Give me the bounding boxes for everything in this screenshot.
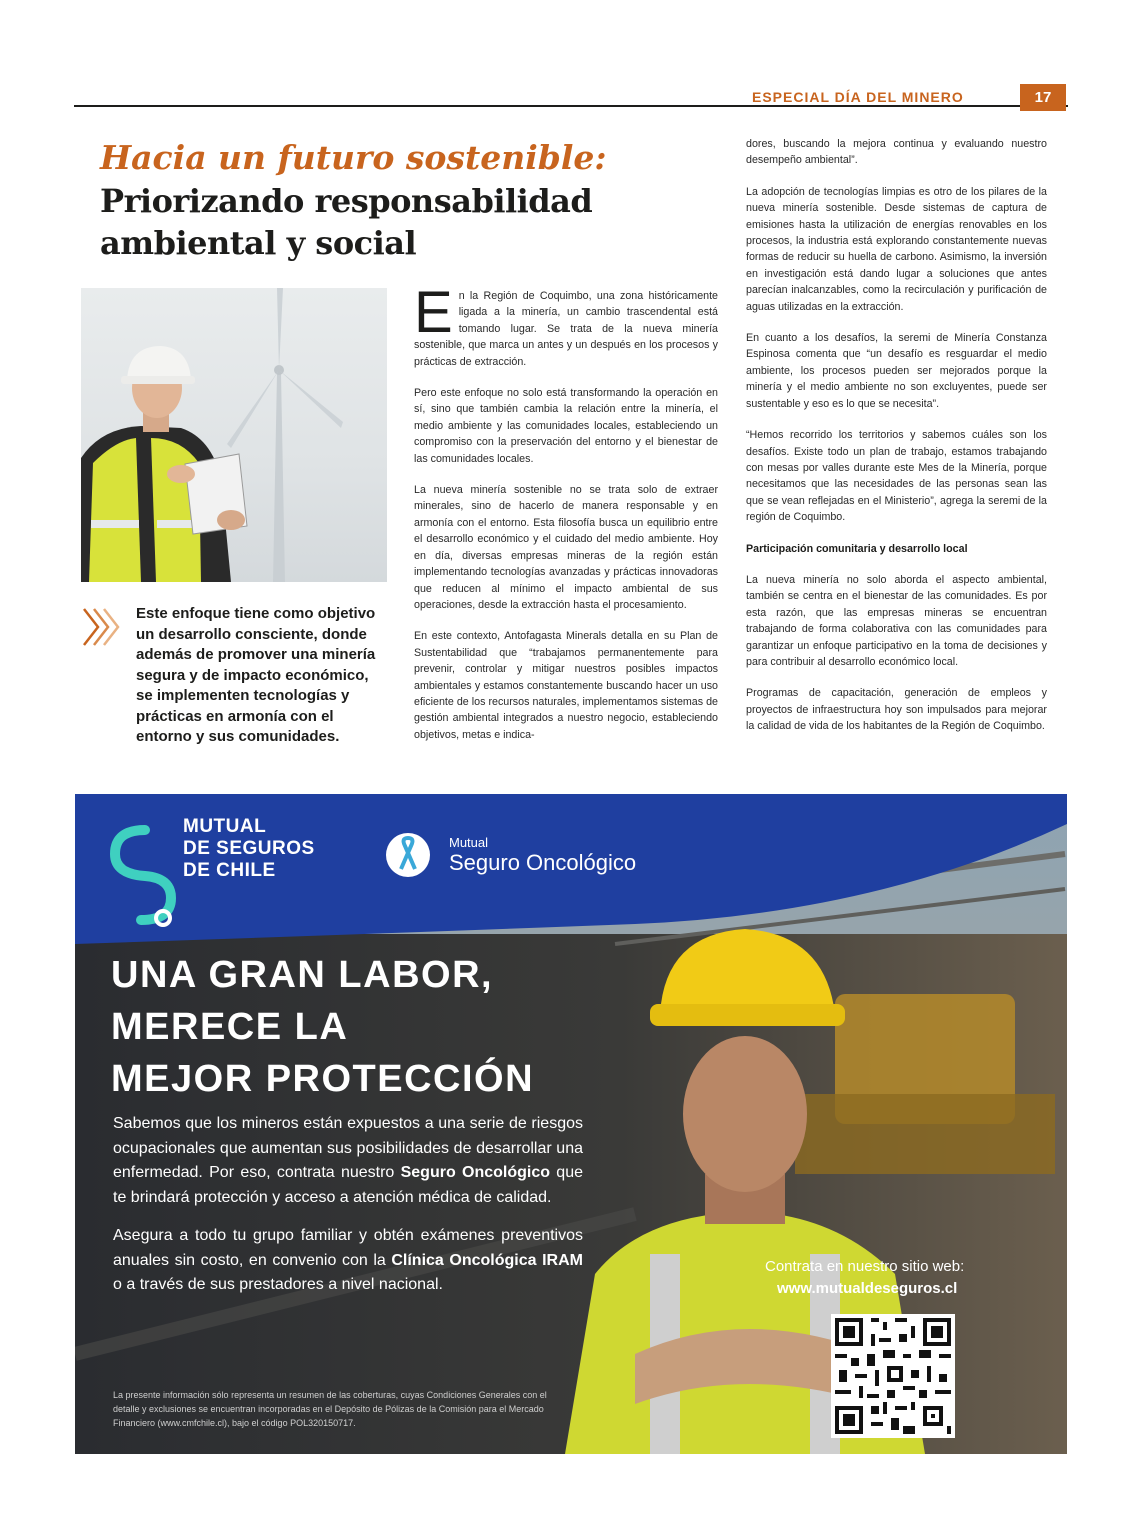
ad-web-url[interactable]: www.mutualdeseguros.cl	[777, 1280, 958, 1297]
paragraph: Programas de capacitación, generación de empleos y proyectos de infraestructura hoy son impulsados para mejorar la calidad de vida de los habitantes de la Región de Coquimbo.	[746, 687, 1047, 733]
ad-brand-name	[183, 816, 315, 882]
ad-product-name: Seguro Oncológico	[449, 850, 637, 875]
brand-line: MUTUAL	[183, 816, 267, 837]
paragraph: Pero este enfoque no solo está transformando la operación en sí, sino que también cambia la relación entre la minería, el medio ambiente y las comunidades locales, estableciendo un compromiso con la preservación del entorno y el bienestar de las comunidades locales.	[414, 387, 718, 465]
paragraph: La nueva minería no solo aborda el aspecto ambiental, también se centra en el bienestar de las comunidades. Es por esta razón, que las empresas mineras se encuentran trabajando de forma colaborativa con las comunidades para garantizar un enfoque participativo en la toma de decisiones y para contribuir al desarrollo económico local.	[746, 573, 1047, 668]
brand-line: DE SEGUROS	[183, 838, 315, 859]
brand-line: DE CHILE	[183, 860, 276, 881]
paragraph: En este contexto, Antofagasta Minerals detalla en su Plan de Sustentabilidad que “trabajamos permanentemente para prevenir, controlar y mitigar nuestros posibles impactos ambientales y estamos constantemente buscando hacer un uso eficiente de los recursos naturales, implementamos sistemas de gestión ambiental integrados a nuestro negocio, estableciendo objetivos, metas e indica-	[414, 630, 718, 741]
article-column-1	[414, 280, 718, 758]
ad-legal-text: La presente información sólo representa un resumen de las coberturas, cuyas Condiciones Generales con el detalle y exclusiones se encuentran incorporadas en el Depósito de Pólizas de la Comisión para el Mercado Financiero (www.cmfchile.cl), bajo el código POL320150717.	[113, 1390, 547, 1428]
ad-paragraph: Sabemos que los mineros están expuestos a una serie de riesgos ocupacionales que aumentan sus posibilidades de desarrollar una enfermedad. Por eso, contrata nuestro Seguro Oncológico que te brindará protección y acceso a atención médica de calidad.	[113, 1115, 583, 1206]
paragraph-text: n la Región de Coquimbo, una zona históricamente ligada a la minería, un cambio trascendental está tomando lugar. Se trata de la nueva minería sostenible, que marca un antes y un después en los procesos y prácticas de extracción.	[414, 290, 718, 368]
paragraph: La nueva minería sostenible no se trata solo de extraer minerales, sino de hacerlo de manera responsable y en armonía con el entorno. Esta filosofía busca un equilibrio entre el desarrollo económico y el cuidado del medio ambiente. Hoy en día, diversas empresas mineras de la región están implementando tecnologías avanzadas y prácticas innovadoras que reducen al mínimo el impacto ambiental de sus operaciones, desde la extracción hasta el procesamiento.	[414, 484, 718, 611]
ad-body	[113, 1112, 583, 1312]
ad-headline-line: UNA GRAN LABOR,	[111, 954, 494, 996]
article-kicker: Hacia un futuro sostenible:	[100, 138, 607, 177]
section-label: ESPECIAL DÍA DEL MINERO	[752, 89, 964, 105]
subheading: Participación comunitaria y desarrollo local	[746, 542, 968, 555]
paragraph: dores, buscando la mejora continua y evaluando nuestro desempeño ambiental”.	[746, 138, 1047, 167]
engineer-turbine-illustration	[81, 288, 387, 582]
ad-product-label: Mutual	[449, 835, 489, 850]
paragraph: “Hemos recorrido los territorios y sabemos cuáles son los desafíos. Existe todo un plan de trabajo, estamos trabajando con mesas por valles durante este Mes de la Minería, porque necesitamos que las necesidades de las personas sean las que se vean reflejadas en el Ministerio”, agrega la seremi de la región de Coquimbo.	[746, 429, 1047, 524]
ad-headline-line: MEJOR PROTECCIÓN	[111, 1058, 535, 1100]
advertisement	[75, 794, 1067, 1454]
qr-code-icon[interactable]	[831, 1314, 955, 1438]
article-title: Priorizando responsabilidad ambiental y social	[100, 182, 593, 262]
ad-paragraph: Asegura a todo tu grupo familiar y obtén exámenes preventivos anuales sin costo, en convenio con la Clínica Oncológica IRAM o a través de sus prestadores a nivel nacional.	[113, 1227, 583, 1293]
ad-web-label: Contrata en nuestro sitio web:	[765, 1258, 965, 1275]
article-photo	[81, 288, 387, 582]
article-column-2	[746, 136, 1047, 750]
drop-cap: E	[414, 280, 453, 345]
ad-headline-line: MERECE LA	[111, 1006, 349, 1048]
paragraph: En cuanto a los desafíos, la seremi de Minería Constanza Espinosa comenta que “un desafío es resguardar el medio ambiente, los procesos pueden ser mejorados porque la minería y el medio ambiente no son excluyentes, puede ser sustentable y eso es lo que se necesita”.	[746, 332, 1047, 410]
paragraph	[414, 280, 718, 370]
paragraph: La adopción de tecnologías limpias es otro de los pilares de la nueva minería sostenible. Desde sistemas de captura de emisiones hasta la utilización de energías renovables en los procesos, la industria está explorando constantemente nuevas formas de reducir su huella de carbono. Asimismo, la inversión en investigación está dando lugar a soluciones que antes parecían inalcanzables, como la recirculación y purificación de aguas utilizadas en la extracción.	[746, 185, 1047, 313]
ad-headline	[111, 949, 534, 1105]
pullquote: Este enfoque tiene como objetivo un desarrollo consciente, donde además de promover una minería segura y de impacto económico, se implementen tecnologías y prácticas en armonía con el entorno y sus comunidades.	[136, 605, 376, 745]
chevrons-right-icon	[82, 607, 126, 647]
page-number: 17	[1020, 84, 1066, 111]
header-rule	[74, 105, 1068, 107]
